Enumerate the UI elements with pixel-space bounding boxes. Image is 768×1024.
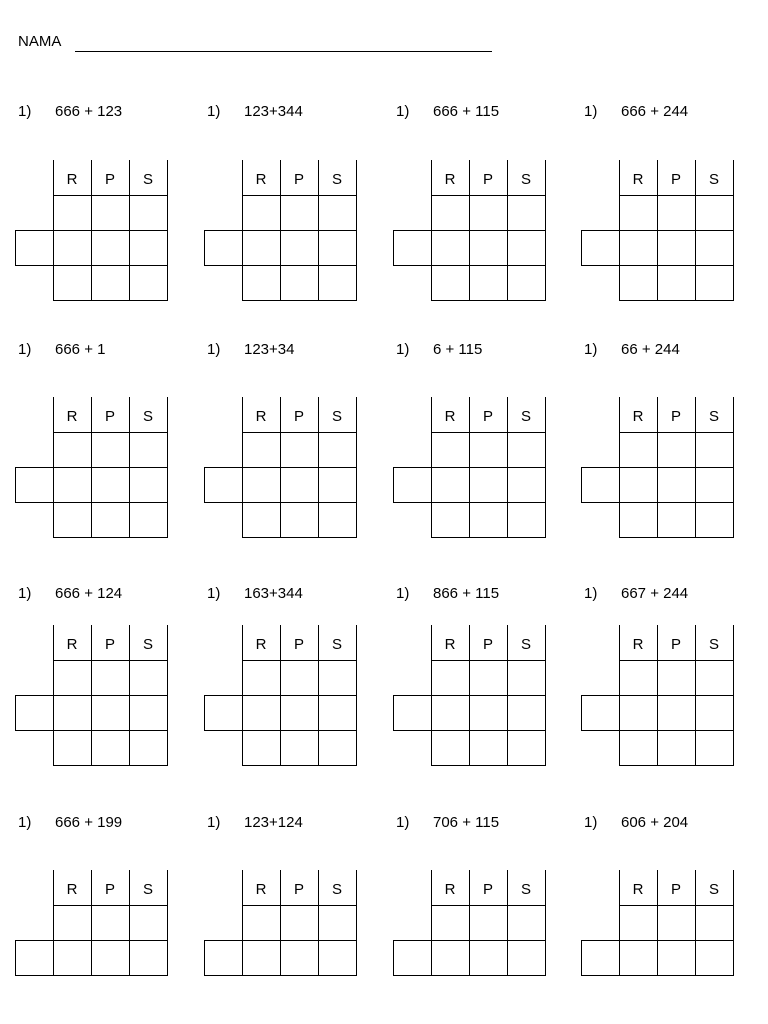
problem-number: 1)	[584, 103, 598, 120]
column-header-s: S	[142, 408, 153, 425]
problem-expression: 666 + 244	[621, 103, 689, 120]
name-line[interactable]	[75, 51, 492, 52]
problem-number: 1)	[18, 103, 32, 120]
problem-expression: 123+344	[244, 103, 303, 120]
problem-expression: 666 + 115	[433, 103, 500, 120]
column-header-r: R	[632, 881, 644, 898]
problem-expression: 666 + 123	[55, 103, 123, 120]
problem-label	[584, 341, 768, 381]
problem-expression: 866 + 115	[433, 585, 500, 602]
column-header-s: S	[520, 408, 531, 425]
column-header-r: R	[255, 636, 267, 653]
name-label: NAMA	[18, 33, 62, 50]
problem-label	[396, 103, 581, 143]
problem-number: 1)	[396, 341, 410, 358]
column-header-p: P	[670, 171, 681, 188]
problem-expression: 666 + 199	[55, 814, 123, 831]
problem-label	[207, 341, 392, 381]
column-header-r: R	[444, 881, 456, 898]
column-header-r: R	[444, 171, 456, 188]
problem-label	[584, 585, 768, 625]
column-header-s: S	[331, 636, 342, 653]
column-header-s: S	[142, 881, 153, 898]
problem-label	[207, 103, 392, 143]
column-header-r: R	[444, 408, 456, 425]
column-header-s: S	[708, 171, 719, 188]
column-header-r: R	[66, 171, 78, 188]
column-header-s: S	[142, 636, 153, 653]
column-header-s: S	[331, 408, 342, 425]
problem-label	[396, 341, 581, 381]
column-header-r: R	[632, 171, 644, 188]
problem-expression: 6 + 115	[433, 341, 483, 358]
problem-expression: 666 + 1	[55, 341, 106, 358]
column-header-r: R	[66, 636, 78, 653]
problem-label	[207, 585, 392, 625]
problem-number: 1)	[207, 814, 221, 831]
column-header-r: R	[255, 171, 267, 188]
problem-expression: 606 + 204	[621, 814, 689, 831]
problem-number: 1)	[207, 341, 221, 358]
problem-label	[18, 585, 203, 625]
problem-label	[584, 814, 768, 854]
column-header-p: P	[293, 408, 304, 425]
column-header-s: S	[142, 171, 153, 188]
problem-label	[396, 585, 581, 625]
problem-expression: 163+344	[244, 585, 303, 602]
column-header-p: P	[670, 636, 681, 653]
column-header-r: R	[632, 408, 644, 425]
column-header-p: P	[104, 636, 115, 653]
problem-number: 1)	[207, 103, 221, 120]
problem-expression: 123+124	[244, 814, 303, 831]
problem-expression: 667 + 244	[621, 585, 689, 602]
problem-label	[18, 814, 203, 854]
column-header-s: S	[331, 881, 342, 898]
column-header-r: R	[66, 408, 78, 425]
column-header-p: P	[482, 171, 493, 188]
problem-number: 1)	[584, 341, 598, 358]
problem-number: 1)	[584, 814, 598, 831]
problem-number: 1)	[584, 585, 598, 602]
problem-expression: 123+34	[244, 341, 295, 358]
column-header-s: S	[708, 408, 719, 425]
column-header-p: P	[670, 408, 681, 425]
column-header-p: P	[104, 171, 115, 188]
column-header-r: R	[632, 636, 644, 653]
column-header-r: R	[255, 881, 267, 898]
column-header-p: P	[482, 881, 493, 898]
column-header-p: P	[293, 881, 304, 898]
column-header-s: S	[520, 881, 531, 898]
column-header-r: R	[66, 881, 78, 898]
problem-label	[18, 341, 203, 381]
problem-number: 1)	[18, 585, 32, 602]
problem-number: 1)	[18, 341, 32, 358]
problem-expression: 666 + 124	[55, 585, 123, 602]
problem-number: 1)	[18, 814, 32, 831]
problem-expression: 66 + 244	[621, 341, 680, 358]
column-header-s: S	[520, 636, 531, 653]
problem-number: 1)	[207, 585, 221, 602]
column-header-p: P	[482, 408, 493, 425]
column-header-p: P	[482, 636, 493, 653]
column-header-p: P	[670, 881, 681, 898]
problem-label	[584, 103, 768, 143]
column-header-r: R	[444, 636, 456, 653]
column-header-s: S	[520, 171, 531, 188]
problem-number: 1)	[396, 585, 410, 602]
problem-label	[207, 814, 392, 854]
column-header-p: P	[293, 636, 304, 653]
column-header-s: S	[708, 636, 719, 653]
problem-number: 1)	[396, 814, 410, 831]
problem-label	[396, 814, 581, 854]
column-header-s: S	[331, 171, 342, 188]
column-header-p: P	[293, 171, 304, 188]
problem-number: 1)	[396, 103, 410, 120]
column-header-r: R	[255, 408, 267, 425]
column-header-p: P	[104, 881, 115, 898]
problem-expression: 706 + 115	[433, 814, 500, 831]
column-header-s: S	[708, 881, 719, 898]
column-header-p: P	[104, 408, 115, 425]
problem-label	[18, 103, 203, 143]
